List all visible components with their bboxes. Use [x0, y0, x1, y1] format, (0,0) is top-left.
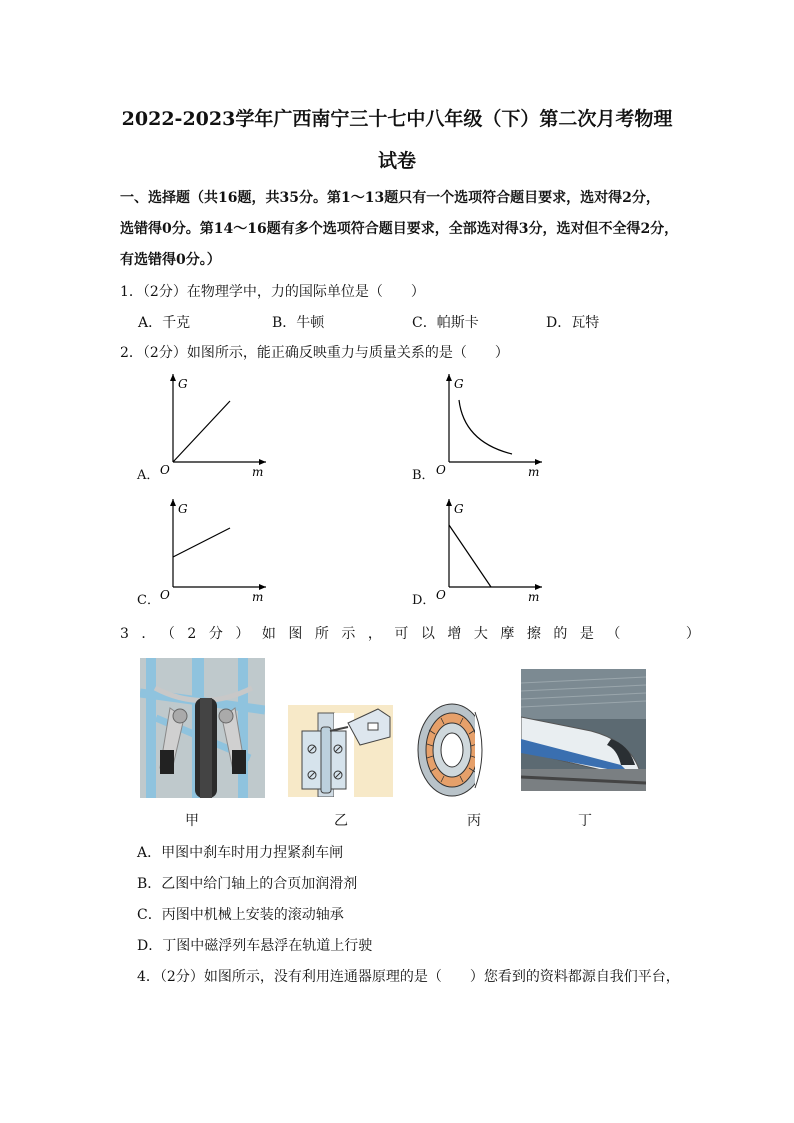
question-4-stem: 4．（2分）如图所示，没有利用连通器原理的是（ ）您看到的资料都源自我们平台，	[137, 969, 680, 985]
q3-option-a: A．甲图中刹车时用力捏紧刹车闸	[137, 845, 344, 861]
q1-option-b: B．牛顿	[272, 315, 325, 331]
image-label-yi: 乙	[334, 813, 348, 829]
axis-label-m: m	[252, 590, 264, 601]
image-label-bing: 丙	[467, 813, 481, 829]
axis-label-m: m	[528, 465, 540, 476]
question-2-stem: 2．（2分）如图所示，能正确反映重力与质量关系的是（ ）	[120, 345, 509, 361]
q2-label-d: D．	[412, 593, 436, 608]
document-title-line2: 试卷	[377, 150, 416, 172]
image-label-jia: 甲	[185, 813, 199, 829]
q2-label-c: C．	[137, 593, 160, 608]
q2-graph-b	[434, 372, 544, 476]
q2-graph-d	[434, 497, 544, 601]
question-1-stem: 1．（2分）在物理学中，力的国际单位是（ ）	[120, 284, 425, 300]
section-instructions-line3: 有选错得0分。）	[120, 252, 221, 268]
q2-graph-a	[158, 372, 268, 476]
axis-label-g: G	[454, 502, 464, 516]
rolling-bearing-image	[415, 700, 490, 800]
origin-label: O	[436, 588, 446, 601]
axis-label-g: G	[178, 377, 188, 391]
section-instructions-line1: 一、选择题（共16题，共35分。第1～13题只有一个选项符合题目要求，选对得2分，	[120, 190, 660, 206]
origin-label: O	[160, 588, 170, 601]
axis-label-m: m	[528, 590, 540, 601]
q2-label-b: B．	[412, 468, 435, 483]
q3-option-d: D．丁图中磁浮列车悬浮在轨道上行驶	[137, 938, 373, 954]
q1-option-d: D．瓦特	[546, 315, 600, 331]
q3-option-c: C．丙图中机械上安装的滚动轴承	[137, 907, 344, 923]
origin-label: O	[436, 463, 446, 476]
axis-label-g: G	[178, 502, 188, 516]
bicycle-brake-image	[140, 658, 265, 798]
axis-label-m: m	[252, 465, 264, 476]
section-instructions-line2: 选错得0分。第14～16题有多个选项符合题目要求，全部选对得3分，选对但不全得2分，	[120, 221, 679, 237]
document-title-line1: 2022-2023学年广西南宁三十七中八年级（下）第二次月考物理	[121, 108, 673, 130]
q2-graph-c	[158, 497, 268, 601]
door-hinge-image	[288, 705, 393, 797]
axis-label-g: G	[454, 377, 464, 391]
maglev-train-image	[521, 669, 646, 791]
origin-label: O	[160, 463, 170, 476]
question-3-stem: 3．（2分）如图所示，可以增大摩擦的是（ ）	[120, 626, 713, 642]
image-label-ding: 丁	[578, 813, 592, 829]
q2-label-a: A．	[137, 468, 160, 483]
q1-option-a: A．千克	[138, 315, 191, 331]
q3-option-b: B．乙图中给门轴上的合页加润滑剂	[137, 876, 358, 892]
q1-option-c: C．帕斯卡	[412, 315, 479, 331]
